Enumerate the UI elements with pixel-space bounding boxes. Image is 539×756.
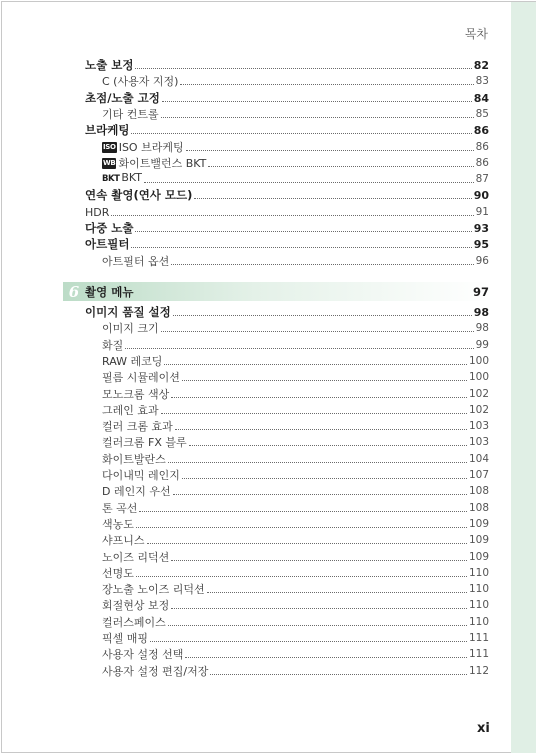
section-title: 촬영 메뉴 — [85, 284, 134, 299]
toc-entry-label — [102, 583, 205, 596]
toc-entry-text: 초점/노출 고정 — [85, 90, 160, 105]
toc-entry-text: 사용자 설정 편집/저장 — [102, 664, 209, 678]
toc-entry-page: 83 — [475, 75, 489, 88]
toc-entry-text: 다이내믹 레인지 — [102, 469, 180, 482]
toc-entry[interactable] — [102, 170, 489, 186]
toc-entry-text: D 레인지 우선 — [102, 485, 171, 499]
toc-entry-label — [102, 648, 183, 661]
dot-leader — [171, 397, 467, 398]
toc-entry-page: 108 — [468, 485, 489, 498]
toc-entry[interactable] — [85, 186, 489, 202]
toc-entry-label — [102, 551, 169, 564]
dot-leader — [168, 625, 467, 626]
white-balance-bracketing-icon: WB — [103, 159, 116, 168]
toc-entry-page: 96 — [475, 254, 489, 267]
dot-leader — [180, 84, 473, 85]
dot-leader — [189, 445, 467, 446]
toc-entry-text: 기타 컨트롤 — [102, 107, 159, 121]
toc-entry-page: 109 — [468, 534, 489, 547]
toc-entry-label — [102, 485, 171, 498]
toc-entry-page: 102 — [468, 403, 489, 416]
toc-entry-label — [102, 388, 169, 401]
toc-entry-label — [102, 371, 180, 384]
dot-leader — [210, 674, 467, 675]
toc-entry-label — [102, 171, 142, 186]
toc-entry-page: 84 — [473, 91, 489, 105]
toc-entry[interactable] — [102, 482, 489, 498]
toc-entry-label — [85, 206, 109, 219]
dot-leader — [161, 331, 474, 332]
toc-entry-label — [85, 222, 133, 235]
toc-entry-text: 컬러 크롬 효과 — [102, 420, 173, 434]
toc-entry-text: 노출 보정 — [85, 58, 134, 72]
dot-leader — [164, 364, 467, 365]
toc-entry-page: 98 — [473, 306, 489, 319]
toc-entry-text: 노이즈 리덕션 — [102, 550, 170, 564]
dot-leader — [182, 380, 467, 381]
iso-bracketing-icon: ISO — [103, 143, 116, 151]
toc-entry-page: 110 — [468, 566, 489, 579]
dot-leader — [111, 215, 473, 216]
toc-entry-label — [85, 189, 192, 202]
dot-leader — [135, 231, 471, 232]
toc-entry-text: 사용자 설정 선택 — [102, 648, 184, 662]
toc-entry[interactable] — [102, 72, 489, 88]
toc-entry[interactable] — [102, 252, 489, 268]
toc-entry-page: 93 — [473, 222, 489, 235]
dot-leader — [171, 560, 467, 561]
toc-entry[interactable] — [102, 154, 489, 170]
toc-entry-label — [102, 255, 169, 268]
toc-entry-label — [85, 306, 171, 319]
toc-entry-text: 아트필터 — [85, 237, 130, 252]
dot-leader — [168, 462, 467, 463]
dot-leader — [194, 198, 471, 199]
toc-entry-text: 화이트발란스 — [102, 452, 166, 466]
toc-entry-page: 86 — [475, 156, 489, 169]
toc-entry-text: 필름 시뮬레이션 — [102, 371, 180, 385]
toc-entry-page: 86 — [473, 124, 489, 138]
toc-entry[interactable] — [102, 433, 489, 449]
toc-entry-label — [102, 420, 173, 433]
side-tab-strip — [511, 2, 536, 753]
toc-entry-text: 샤프니스 — [102, 534, 145, 548]
toc-entry-page: 110 — [468, 599, 489, 612]
section-number: 6 — [68, 282, 80, 301]
toc-entry-text: HDR — [85, 205, 110, 219]
toc-entry-text: 연속 촬영(연사 모드) — [85, 188, 193, 203]
toc-entry-text: 다중 노출 — [85, 221, 134, 235]
toc-entry[interactable] — [85, 235, 489, 251]
dot-leader — [135, 68, 471, 69]
toc-entry-page: 107 — [468, 469, 489, 481]
section-heading-bar[interactable] — [63, 282, 489, 301]
dot-leader — [125, 348, 473, 349]
toc-entry[interactable] — [102, 352, 489, 368]
toc-entry[interactable] — [85, 121, 489, 137]
toc-entry[interactable] — [85, 89, 489, 105]
toc-entry[interactable] — [102, 645, 489, 661]
page-number: xi — [477, 721, 490, 736]
toc-entry-page: 100 — [468, 354, 489, 367]
toc-entry-label — [102, 404, 159, 417]
toc-entry-page: 111 — [468, 648, 489, 661]
toc-entry-page: 99 — [475, 338, 489, 351]
toc-entry[interactable] — [102, 385, 489, 401]
toc-entry[interactable] — [85, 303, 489, 319]
dot-leader — [162, 101, 472, 102]
page-header-title: 목차 — [464, 27, 488, 41]
toc-entry-text: 톤 곡선 — [102, 501, 138, 515]
toc-entry-text: RAW 레코딩 — [102, 354, 163, 368]
toc-entry[interactable] — [102, 564, 489, 580]
dot-leader — [161, 117, 474, 118]
toc-entry[interactable] — [102, 466, 489, 482]
toc-entry-page: 102 — [468, 387, 489, 400]
toc-entry-page: 103 — [468, 436, 489, 449]
toc-entry-label — [102, 157, 206, 170]
toc-entry-label — [85, 92, 160, 105]
toc-entry-page: 109 — [468, 517, 489, 530]
toc-entry[interactable] — [102, 548, 489, 564]
toc-entry[interactable] — [85, 219, 489, 235]
dot-leader — [147, 543, 467, 544]
toc-entry[interactable] — [102, 336, 489, 352]
toc-entry-label — [102, 355, 162, 368]
toc-entry-page: 112 — [468, 664, 489, 677]
dot-leader — [171, 608, 467, 609]
toc-entry-page: 90 — [473, 189, 489, 203]
toc-entry-label — [102, 108, 159, 121]
toc-entry-text: 아트필터 옵션 — [102, 254, 170, 268]
toc-entry-text: 컬러스페이스 — [102, 615, 166, 629]
toc-entry[interactable] — [102, 662, 489, 678]
toc-entry-label — [102, 141, 184, 154]
toc-entry[interactable] — [102, 368, 489, 384]
toc-entry-label — [102, 469, 180, 482]
toc-entry-label — [102, 518, 134, 531]
toc-entry-label — [102, 339, 123, 352]
toc-entry[interactable] — [102, 401, 489, 417]
dot-leader — [136, 576, 467, 577]
toc-entry[interactable] — [102, 531, 489, 547]
dot-leader — [185, 657, 467, 658]
dot-leader — [136, 527, 467, 528]
toc-entry-text: ISO 브라케팅 — [118, 140, 184, 154]
toc-entry-label — [102, 665, 208, 678]
toc-entry[interactable] — [102, 138, 489, 154]
toc-entry-label — [102, 599, 169, 612]
toc-entry-text: 이미지 크기 — [102, 322, 159, 336]
dot-leader — [131, 133, 471, 134]
toc-entry[interactable] — [102, 515, 489, 531]
toc-entry-label — [102, 453, 166, 466]
toc-entry-page: 108 — [468, 501, 489, 514]
toc-entry-text: 모노크롬 색상 — [102, 387, 170, 401]
toc-entry[interactable] — [85, 203, 489, 219]
toc-entry-page: 86 — [475, 140, 489, 153]
dot-leader — [144, 182, 474, 183]
toc-entry[interactable] — [102, 105, 489, 121]
toc-entry-text: 화질 — [102, 338, 124, 352]
dot-leader — [182, 478, 467, 479]
toc-entry-text: 선명도 — [102, 566, 134, 580]
toc-entry-text: 화이트밸런스 BKT — [118, 156, 207, 170]
toc-entry-text: C (사용자 지정) — [102, 75, 179, 89]
toc-entry-page: 95 — [473, 238, 489, 252]
toc-entry-text: 장노출 노이즈 리덕션 — [102, 583, 205, 597]
toc-entry-label — [85, 59, 133, 72]
toc-entry-text: 픽셀 매핑 — [102, 632, 149, 645]
toc-entry[interactable] — [102, 596, 489, 612]
toc-entry-label — [102, 616, 166, 629]
dot-leader — [131, 247, 471, 248]
toc-entry-label — [85, 124, 129, 137]
toc-entry-label — [85, 238, 129, 251]
toc-entry[interactable] — [102, 450, 489, 466]
bkt-icon: BKT — [102, 174, 120, 185]
section-page-number: 97 — [472, 284, 489, 299]
toc-entry-page: 110 — [468, 583, 489, 596]
toc-entry-label — [102, 75, 178, 88]
toc-entry-label — [102, 632, 148, 645]
dot-leader — [175, 429, 467, 430]
toc-entry[interactable] — [102, 580, 489, 596]
toc-entry-page: 100 — [468, 371, 489, 384]
toc-entry-text: 회절현상 보정 — [102, 599, 170, 613]
toc-entry-text: BKT — [121, 171, 142, 185]
toc-entry[interactable] — [102, 499, 489, 515]
toc-entry-page: 98 — [475, 322, 489, 335]
toc-entry-label — [102, 567, 134, 580]
toc-entry-page: 104 — [468, 452, 489, 465]
toc-entry-page: 109 — [468, 550, 489, 563]
toc-entry-label — [102, 436, 187, 449]
dot-leader — [173, 315, 472, 316]
toc-entry-page: 87 — [475, 173, 489, 186]
toc-entry-text: 컬러크롬 FX 블루 — [102, 436, 187, 450]
toc-entry-label — [102, 534, 145, 547]
toc-entry-text: 그레인 효과 — [102, 403, 159, 417]
toc-entry-page: 85 — [475, 107, 489, 120]
dot-leader — [139, 511, 467, 512]
toc-entry-text: 브라케팅 — [85, 123, 130, 138]
dot-leader — [150, 641, 467, 642]
toc-entry-page: 110 — [468, 615, 489, 628]
toc-entry[interactable] — [102, 417, 489, 433]
toc-entry-label — [102, 322, 159, 335]
dot-leader — [207, 592, 467, 593]
toc-entry-text: 색농도 — [102, 517, 134, 531]
dot-leader — [186, 150, 474, 151]
dot-leader — [173, 494, 467, 495]
toc-entry[interactable] — [102, 613, 489, 629]
dot-leader — [171, 264, 473, 265]
toc-entry[interactable] — [85, 56, 489, 72]
toc-entry-page: 91 — [475, 205, 489, 218]
toc-entry-page: 111 — [468, 632, 489, 644]
dot-leader — [208, 166, 473, 167]
toc-entry-page: 82 — [473, 59, 489, 72]
toc-entry-text: 이미지 품질 설정 — [85, 305, 171, 319]
toc-entry[interactable] — [102, 319, 489, 335]
toc-entry[interactable] — [102, 629, 489, 645]
dot-leader — [161, 413, 467, 414]
toc-entry-page: 103 — [468, 420, 489, 433]
toc-entry-label — [102, 502, 137, 515]
